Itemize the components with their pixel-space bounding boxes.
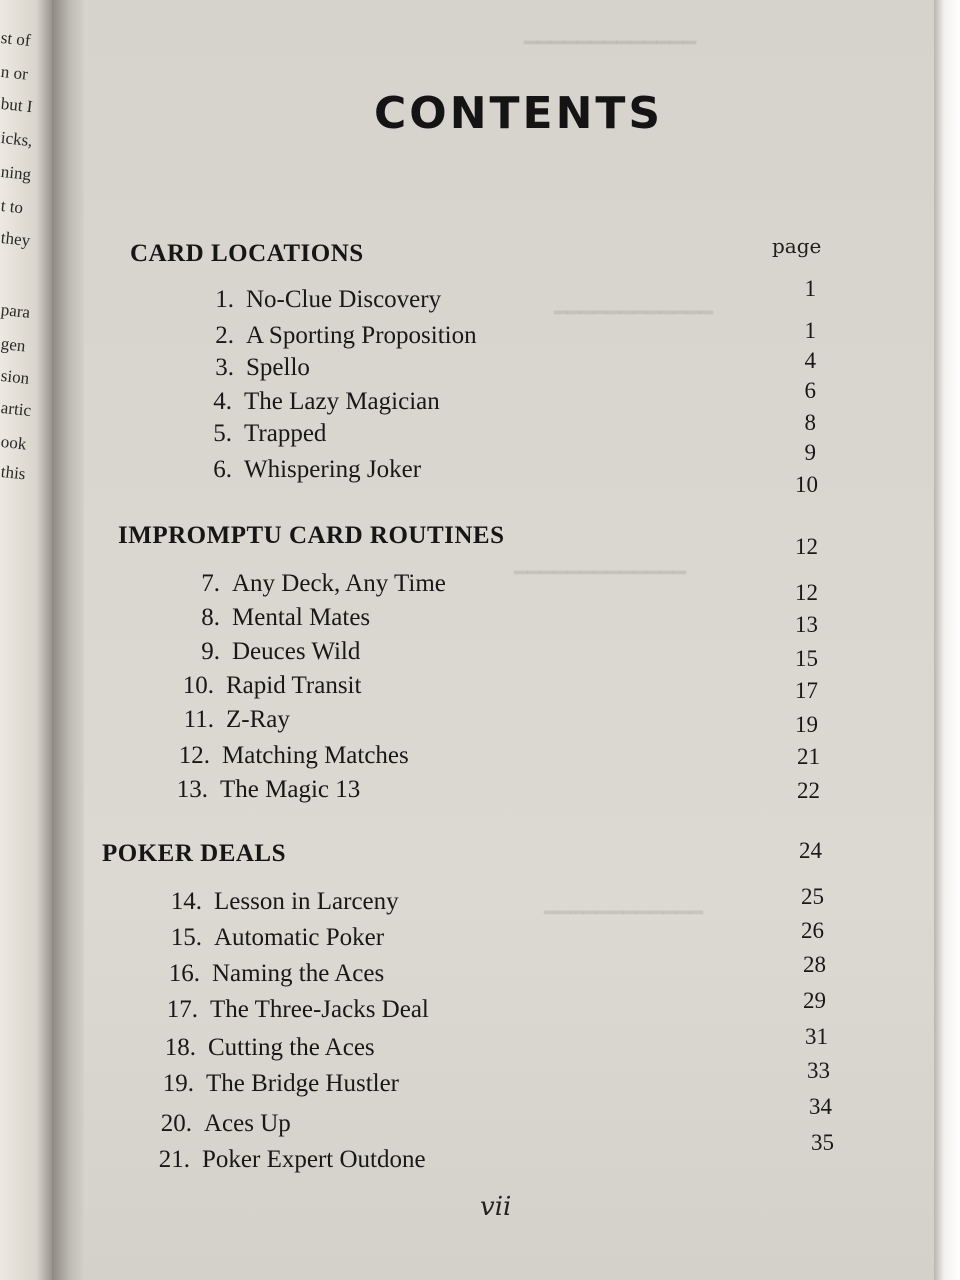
entry-number: 6. — [213, 456, 232, 483]
entry-number: 8. — [201, 604, 220, 631]
entry-page-number: 35 — [811, 1130, 834, 1155]
entry-title: The Lazy Magician — [244, 388, 440, 415]
facing-page-fragment: this — [0, 462, 27, 484]
toc-entry[interactable] — [174, 672, 361, 700]
toc-entry[interactable] — [150, 1146, 426, 1174]
entry-number: 3. — [215, 354, 234, 381]
entry-number: 4. — [213, 388, 232, 415]
entry-number: 17. — [166, 996, 198, 1023]
toc-entry[interactable] — [156, 1034, 375, 1062]
section-title-poker-deals: POKER DEALS — [102, 840, 287, 867]
entry-title: Lesson in Larceny — [214, 888, 399, 915]
section-page-number: 1 — [804, 276, 816, 301]
entry-title: A Sporting Proposition — [246, 322, 477, 349]
entry-page-number: 28 — [803, 952, 826, 977]
entry-page-number: 34 — [809, 1094, 832, 1119]
section-title-card-locations: CARD LOCATIONS — [130, 240, 364, 267]
bleed-through: ━━━━━━━━━━━━━ — [514, 560, 687, 585]
bleed-through: ━━━━━━━━━━━━━ — [524, 30, 697, 55]
entry-number: 16. — [168, 960, 200, 987]
facing-page-fragment: icks, — [0, 128, 34, 151]
entry-title: Whispering Joker — [244, 456, 422, 483]
toc-entry[interactable] — [192, 388, 440, 416]
entry-number: 19. — [162, 1070, 194, 1097]
toc-entry[interactable] — [180, 604, 370, 632]
entry-page-number: 4 — [804, 348, 816, 373]
entry-title: Trapped — [244, 420, 327, 447]
entry-title: Rapid Transit — [226, 672, 362, 699]
entry-number: 10. — [182, 672, 214, 699]
toc-entry[interactable] — [152, 1110, 291, 1138]
entry-page-number: 25 — [801, 884, 824, 909]
entry-number: 13. — [176, 776, 208, 803]
toc-entry[interactable] — [194, 286, 441, 314]
entry-title: Matching Matches — [222, 742, 409, 769]
entry-page-number: 8 — [804, 410, 816, 435]
entry-number: 2. — [215, 322, 234, 349]
entry-number: 20. — [160, 1110, 192, 1137]
section-page-number: 24 — [799, 838, 822, 863]
toc-entry[interactable] — [170, 742, 409, 770]
toc-entry[interactable] — [180, 638, 360, 666]
facing-page-fragment: sion — [0, 366, 31, 388]
toc-entry[interactable] — [162, 924, 384, 952]
toc-entry[interactable] — [194, 354, 310, 382]
entry-number: 12. — [178, 742, 210, 769]
bleed-through: ━━━━━━━━━━━━ — [544, 900, 703, 925]
facing-page-fragment: ook — [0, 432, 28, 454]
entry-page-number: 19 — [795, 712, 818, 737]
entry-number: 1. — [215, 286, 234, 313]
entry-page-number: 1 — [804, 318, 816, 343]
toc-entry[interactable] — [194, 322, 477, 350]
entry-number: 5. — [213, 420, 232, 447]
page-numeral: vii — [480, 1192, 512, 1222]
entry-title: The Bridge Hustler — [206, 1070, 400, 1097]
entry-page-number: 6 — [804, 378, 816, 403]
entry-title: Poker Expert Outdone — [202, 1146, 426, 1173]
entry-number: 18. — [164, 1034, 196, 1061]
entry-number: 15. — [170, 924, 202, 951]
entry-page-number: 13 — [795, 612, 818, 637]
entry-page-number: 33 — [807, 1058, 830, 1083]
bleed-through: ━━━━━━━━━━━━ — [554, 300, 713, 325]
entry-page-number: 26 — [801, 918, 824, 943]
entry-page-number: 31 — [805, 1024, 828, 1049]
entry-title: Deuces Wild — [232, 638, 361, 665]
entry-page-number: 21 — [797, 744, 820, 769]
toc-entry[interactable] — [192, 456, 421, 484]
facing-page-fragment: ning — [0, 162, 33, 185]
entry-title: Z-Ray — [226, 706, 290, 733]
entry-page-number: 15 — [795, 646, 818, 671]
entry-page-number: 10 — [795, 472, 818, 497]
facing-page-fragment: but I — [0, 94, 34, 117]
facing-page-fragment: t to — [0, 196, 25, 218]
entry-title: Any Deck, Any Time — [232, 570, 446, 597]
toc-entry[interactable] — [168, 776, 360, 804]
entry-page-number: 9 — [804, 440, 816, 465]
facing-page-fragment: para — [0, 300, 32, 322]
toc-entry[interactable] — [162, 888, 399, 916]
entry-number: 11. — [183, 706, 214, 733]
entry-number: 14. — [170, 888, 202, 915]
section-page-number: 12 — [795, 534, 818, 559]
entry-title: The Three-Jacks Deal — [210, 996, 429, 1023]
entry-title: No-Clue Discovery — [246, 286, 442, 313]
toc-entry[interactable] — [180, 570, 446, 598]
facing-page-fragment: they — [0, 228, 32, 250]
entry-number: 21. — [158, 1146, 190, 1173]
contents-page — [84, 0, 934, 1280]
facing-page-fragment: gen — [0, 334, 27, 356]
page-edge — [934, 0, 960, 1280]
section-title-impromptu-card-routines: IMPROMPTU CARD ROUTINES — [118, 522, 505, 549]
entry-title: Spello — [246, 354, 310, 381]
facing-page-fragment: st of — [0, 28, 32, 51]
book-gutter — [52, 0, 84, 1280]
entry-number: 7. — [201, 570, 220, 597]
entry-title: Aces Up — [204, 1110, 291, 1137]
toc-entry[interactable] — [154, 1070, 399, 1098]
entry-title: The Magic 13 — [220, 776, 361, 803]
entry-title: Mental Mates — [232, 604, 371, 631]
toc-entry[interactable] — [192, 420, 326, 448]
entry-number: 9. — [201, 638, 220, 665]
entry-page-number: 17 — [795, 678, 818, 703]
entry-title: Cutting the Aces — [208, 1034, 375, 1061]
toc-entry[interactable] — [174, 706, 290, 734]
facing-page-edge — [0, 0, 52, 1280]
toc-entry[interactable] — [160, 960, 384, 988]
entry-title: Naming the Aces — [212, 960, 385, 987]
page-title: CONTENTS — [374, 88, 664, 139]
entry-page-number: 12 — [795, 580, 818, 605]
page-column-header: page — [772, 234, 822, 258]
entry-page-number: 29 — [803, 988, 826, 1013]
entry-page-number: 22 — [797, 778, 820, 803]
facing-page-fragment: n or — [0, 62, 29, 84]
facing-page-fragment: artic — [0, 398, 33, 421]
toc-entry[interactable] — [158, 996, 429, 1024]
entry-title: Automatic Poker — [214, 924, 385, 951]
